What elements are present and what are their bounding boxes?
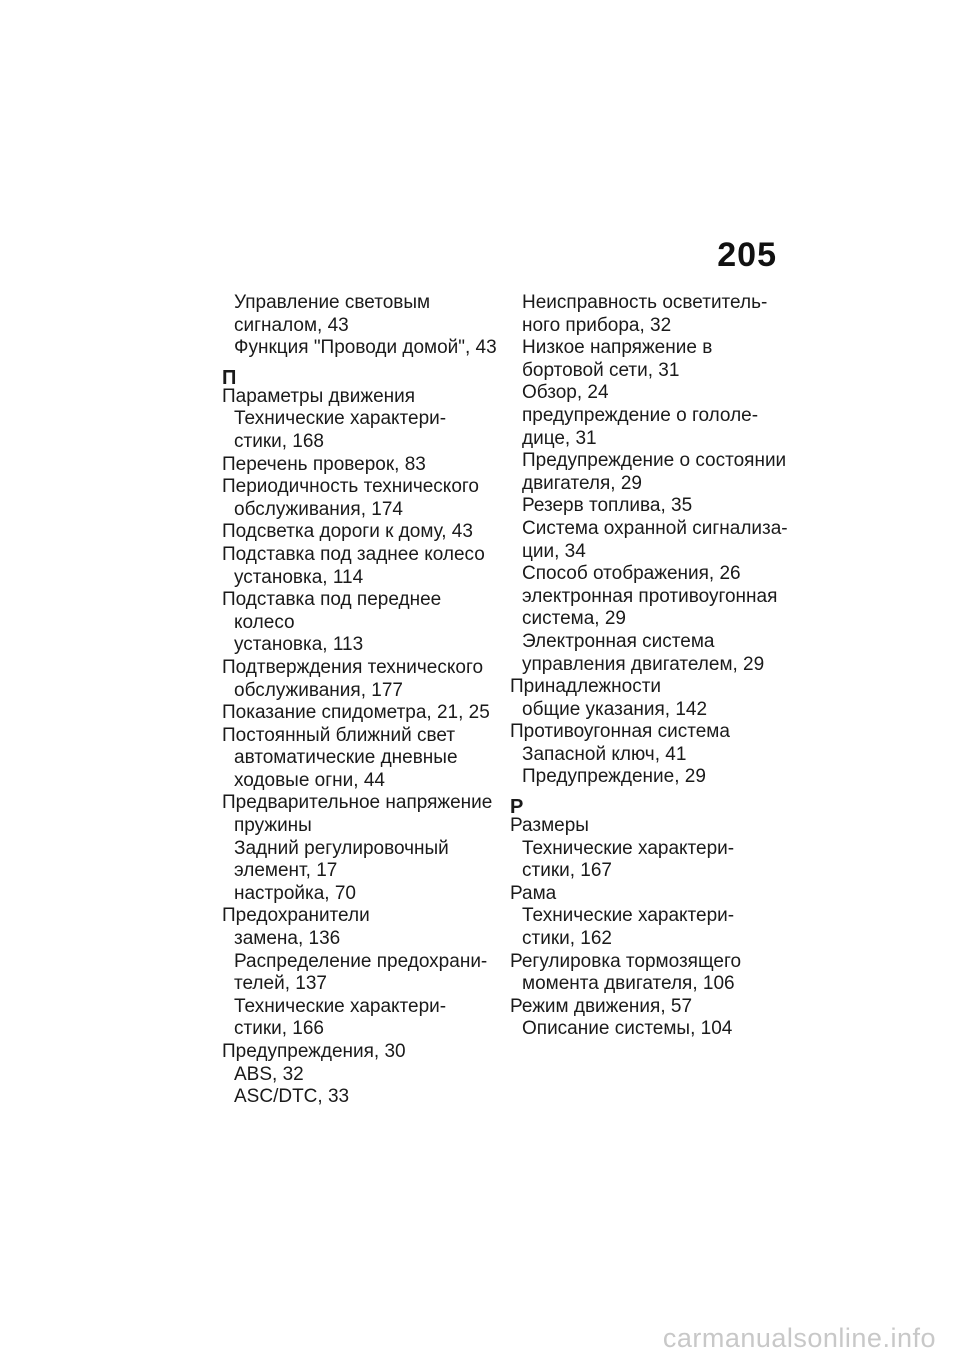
index-subentry: стики, 162 bbox=[522, 928, 612, 950]
index-entry: Рама bbox=[510, 882, 557, 904]
index-subentry: Технические характери- bbox=[234, 995, 447, 1017]
index-subentry: ходовые огни, 44 bbox=[234, 769, 385, 791]
index-subentry: Запасной ключ, 41 bbox=[522, 743, 687, 765]
index-subentry: замена, 136 bbox=[234, 928, 341, 950]
index-subentry: электронная противоугонная bbox=[522, 585, 778, 607]
index-subentry: Задний регулировочный bbox=[234, 837, 449, 859]
page-number: 205 bbox=[717, 236, 777, 274]
index-subentry: ASC/DTC, 33 bbox=[234, 1086, 350, 1108]
index-subentry: стики, 168 bbox=[234, 430, 324, 452]
index-subentry: пружины bbox=[234, 815, 312, 837]
index-subentry: момента двигателя, 106 bbox=[522, 973, 735, 995]
index-entry: Регулировка тормозящего bbox=[510, 950, 742, 972]
index-entry: Постоянный ближний свет bbox=[222, 724, 456, 746]
index-subentry: Обзор, 24 bbox=[522, 382, 609, 404]
index-subentry: Технические характери- bbox=[522, 837, 735, 859]
index-subentry: Система охранной сигнализа- bbox=[522, 517, 788, 539]
index-subentry: обслуживания, 174 bbox=[234, 498, 403, 520]
index-subentry: элемент, 17 bbox=[234, 860, 338, 882]
index-subentry: ABS, 32 bbox=[234, 1063, 304, 1085]
index-subentry: система, 29 bbox=[522, 608, 626, 630]
index-subentry: ции, 34 bbox=[522, 540, 586, 562]
index-subentry: Технические характери- bbox=[522, 905, 735, 927]
index-subentry: управления двигателем, 29 bbox=[522, 653, 765, 675]
index-subentry: Управление световым bbox=[234, 292, 431, 313]
index-subentry: Функция "Проводи домой", 43 bbox=[234, 337, 497, 359]
index-subentry: настройка, 70 bbox=[234, 882, 356, 904]
index-subentry: обслуживания, 177 bbox=[234, 679, 403, 701]
index-subentry: установка, 113 bbox=[234, 634, 364, 656]
index-subentry: сигналом, 43 bbox=[234, 314, 349, 336]
index-subentry: стики, 166 bbox=[234, 1018, 324, 1040]
index-entry: Подсветка дороги к дому, 43 bbox=[222, 521, 473, 543]
index-subentry: предупреждение о гололе- bbox=[522, 404, 759, 426]
index-subentry: двигателя, 29 bbox=[522, 472, 642, 494]
index-subentry: Технические характери- bbox=[234, 408, 447, 430]
index-column-left bbox=[222, 292, 502, 1109]
index-subentry: Распределение предохрани- bbox=[234, 950, 488, 972]
index-entry: Режим движения, 57 bbox=[510, 995, 693, 1017]
index-entry: Перечень проверок, 83 bbox=[222, 453, 426, 475]
index-subentry: телей, 137 bbox=[234, 973, 327, 995]
index-subentry: ного прибора, 32 bbox=[522, 314, 672, 336]
index-subentry: Предупреждение, 29 bbox=[522, 766, 706, 788]
index-letter-heading: Р bbox=[510, 796, 524, 819]
index-subentry: Неисправность осветитель- bbox=[522, 292, 768, 313]
index-entry: Показание спидометра, 21, 25 bbox=[222, 702, 490, 724]
index-subentry: дице, 31 bbox=[522, 427, 597, 449]
index-subentry: Электронная система bbox=[522, 630, 715, 652]
index-subentry: общие указания, 142 bbox=[522, 698, 708, 720]
index-subentry: Способ отображения, 26 bbox=[522, 563, 741, 585]
index-entry: Принадлежности bbox=[510, 676, 662, 698]
index-subentry: бортовой сети, 31 bbox=[522, 359, 680, 381]
index-entry: Подтверждения технического bbox=[222, 656, 484, 678]
index-subentry: стики, 167 bbox=[522, 860, 612, 882]
index-column-right bbox=[510, 292, 790, 1041]
index-entry: Подставка под заднее колесо bbox=[222, 543, 485, 565]
index-entry: Предохранители bbox=[222, 905, 370, 927]
watermark: carmanualsonline.info bbox=[662, 1323, 936, 1353]
index-entry: Подставка под переднее bbox=[222, 589, 442, 611]
index-entry: Противоугонная система bbox=[510, 721, 730, 743]
index-subentry: автоматические дневные bbox=[234, 747, 458, 769]
index-entry: Предварительное напряжение bbox=[222, 792, 493, 814]
index-subentry: установка, 114 bbox=[234, 566, 364, 588]
index-subentry: Низкое напряжение в bbox=[522, 337, 713, 359]
index-subentry: Предупреждение о состоянии bbox=[522, 450, 787, 472]
index-letter-heading: П bbox=[222, 366, 237, 389]
index-subentry: Описание системы, 104 bbox=[522, 1018, 733, 1040]
index-entry: Периодичность технического bbox=[222, 476, 479, 498]
index-entry: Предупреждения, 30 bbox=[222, 1041, 406, 1062]
index-subentry: колесо bbox=[234, 611, 295, 633]
index-entry: Размеры bbox=[510, 815, 589, 837]
index-subentry: Резерв топлива, 35 bbox=[522, 495, 693, 517]
index-entry: Параметры движения bbox=[222, 385, 416, 407]
